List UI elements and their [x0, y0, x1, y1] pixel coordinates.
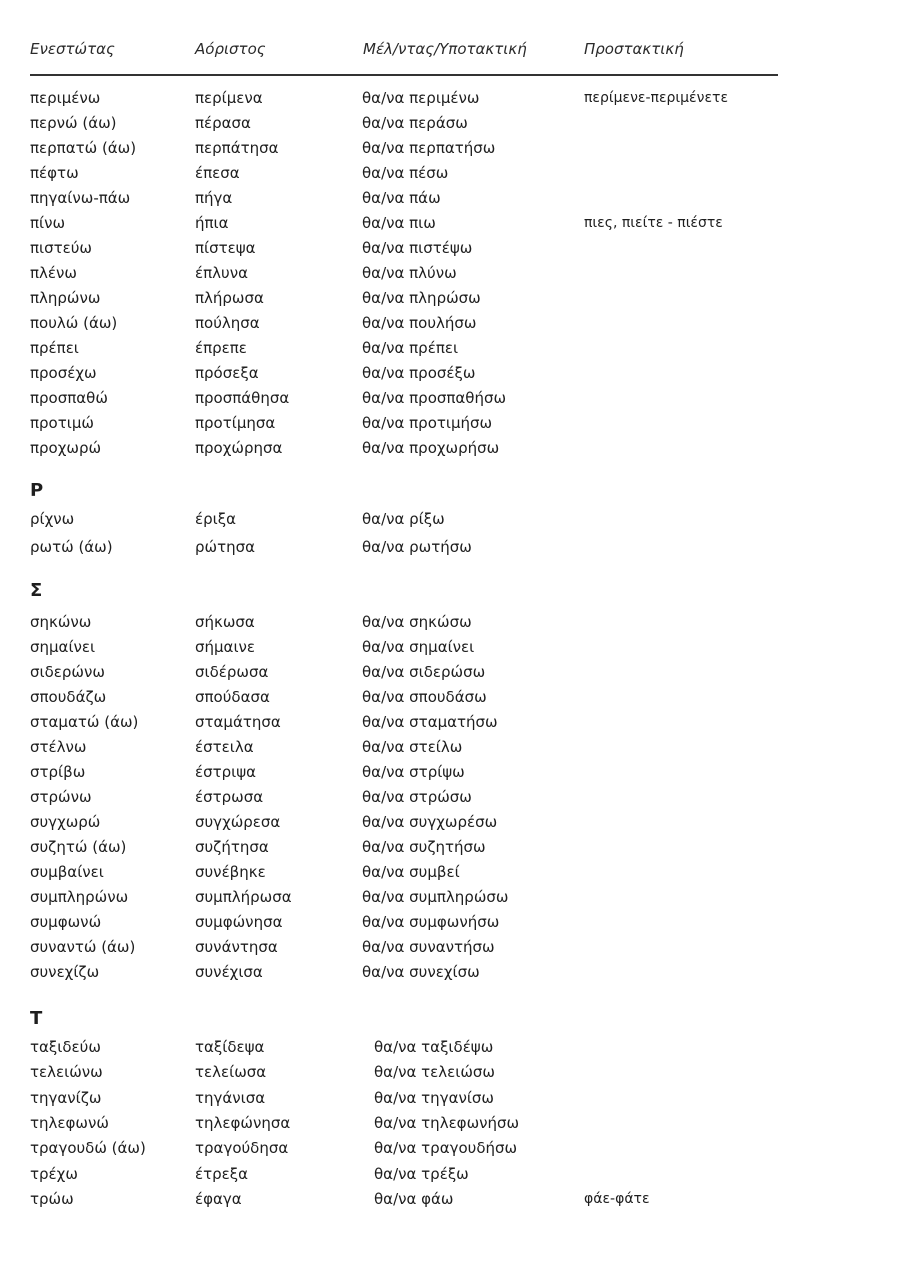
table-row	[0, 887, 904, 912]
future-form: θα/να σταματήσω	[362, 713, 498, 731]
aorist-form: προσπάθησα	[195, 389, 290, 407]
present-form: πληρώνω	[30, 289, 101, 307]
future-form: θα/να συμπληρώσω	[362, 888, 509, 906]
future-form: θα/να συνεχίσω	[362, 963, 480, 981]
aorist-form: τηλεφώνησα	[195, 1113, 291, 1132]
aorist-form: έπρεπε	[195, 339, 247, 357]
table-row	[0, 912, 904, 937]
present-form: προσπαθώ	[30, 389, 108, 407]
table-row	[0, 363, 904, 388]
header-divider	[30, 74, 778, 76]
present-form: συνεχίζω	[30, 963, 100, 981]
future-form: θα/να περάσω	[362, 114, 468, 132]
aorist-form: σπούδασα	[195, 688, 270, 706]
aorist-form: σήμαινε	[195, 638, 256, 656]
future-form: θα/να τρέξω	[374, 1164, 469, 1183]
present-form: σπουδάζω	[30, 688, 107, 706]
aorist-form: έστρωσα	[195, 788, 264, 806]
aorist-form: περπάτησα	[195, 139, 279, 157]
future-form: θα/να ρίξω	[362, 510, 445, 528]
imperative-form: πιες, πιείτε - πιέστε	[584, 215, 723, 231]
aorist-form: συνέχισα	[195, 963, 263, 981]
table-row	[0, 712, 904, 737]
present-form: στέλνω	[30, 738, 87, 756]
future-form: θα/να στρώσω	[362, 788, 472, 806]
future-form: θα/να φάω	[374, 1189, 454, 1208]
future-form: θα/να πιω	[362, 214, 436, 232]
table-row	[0, 338, 904, 363]
table-row	[0, 188, 904, 213]
aorist-form: ρώτησα	[195, 538, 256, 556]
future-form: θα/να σηκώσω	[362, 613, 472, 631]
aorist-form: πρόσεξα	[195, 364, 259, 382]
aorist-form: τηγάνισα	[195, 1088, 266, 1107]
present-form: στρίβω	[30, 763, 86, 781]
present-form: συμβαίνει	[30, 863, 104, 881]
table-row	[0, 687, 904, 712]
aorist-form: συνέβηκε	[195, 863, 266, 881]
future-form: θα/να προσέξω	[362, 364, 476, 382]
aorist-form: σήκωσα	[195, 613, 255, 631]
future-form: θα/να συζητήσω	[362, 838, 486, 856]
future-form: θα/να συμβεί	[362, 863, 460, 881]
header-future: Μέλ/ντας/Υποτακτική	[363, 40, 527, 58]
present-form: περνώ (άω)	[30, 114, 117, 132]
future-form: θα/να σπουδάσω	[362, 688, 487, 706]
aorist-form: ήπια	[195, 214, 229, 232]
imperative-form: περίμενε-περιμένετε	[584, 90, 729, 106]
table-row	[0, 737, 904, 762]
future-form: θα/να συγχωρέσω	[362, 813, 498, 831]
table-row	[0, 812, 904, 837]
table-row	[0, 413, 904, 438]
aorist-form: έστειλα	[195, 738, 254, 756]
aorist-form: τραγούδησα	[195, 1139, 289, 1158]
table-row	[0, 937, 904, 962]
present-form: προχωρώ	[30, 439, 102, 457]
aorist-form: πλήρωσα	[195, 289, 264, 307]
table-row	[0, 263, 904, 288]
aorist-form: συνάντησα	[195, 938, 278, 956]
table-row	[0, 762, 904, 787]
present-form: προτιμώ	[30, 414, 94, 432]
future-form: θα/να πουλήσω	[362, 314, 477, 332]
future-form: θα/να τηγανίσω	[374, 1088, 494, 1107]
present-form: τηλεφωνώ	[30, 1113, 109, 1132]
present-form: ταξιδεύω	[30, 1038, 101, 1056]
table-row	[0, 1037, 904, 1062]
aorist-form: πούλησα	[195, 314, 260, 332]
future-form: θα/να ρωτήσω	[362, 538, 472, 556]
aorist-form: πέρασα	[195, 114, 251, 132]
future-form: θα/να στρίψω	[362, 763, 465, 781]
aorist-form: έφαγα	[195, 1189, 242, 1208]
table-row	[0, 438, 904, 463]
section-letter: Τ	[30, 1008, 43, 1029]
aorist-form: σταμάτησα	[195, 713, 281, 731]
present-form: περπατώ (άω)	[30, 139, 137, 157]
present-form: τηγανίζω	[30, 1088, 102, 1107]
aorist-form: έστριψα	[195, 763, 257, 781]
table-row	[0, 1138, 904, 1163]
future-form: θα/να περιμένω	[362, 89, 480, 107]
present-form: πιστεύω	[30, 239, 92, 257]
future-form: θα/να περπατήσω	[362, 139, 496, 157]
table-row	[0, 537, 904, 562]
present-form: συμφωνώ	[30, 913, 102, 931]
table-row	[0, 837, 904, 862]
present-form: τελειώνω	[30, 1063, 103, 1082]
future-form: θα/να τηλεφωνήσω	[374, 1113, 520, 1132]
table-header	[30, 40, 778, 74]
future-form: θα/να προχωρήσω	[362, 439, 500, 457]
table-row	[0, 662, 904, 687]
future-form: θα/να συμφωνήσω	[362, 913, 500, 931]
future-form: θα/να σημαίνει	[362, 638, 475, 656]
future-form: θα/να πιστέψω	[362, 239, 473, 257]
future-form: θα/να συναντήσω	[362, 938, 495, 956]
table-row	[0, 288, 904, 313]
aorist-form: συζήτησα	[195, 838, 269, 856]
present-form: ρίχνω	[30, 510, 75, 528]
table-row	[0, 213, 904, 238]
present-form: συμπληρώνω	[30, 888, 129, 906]
table-row	[0, 163, 904, 188]
future-form: θα/να πληρώσω	[362, 289, 481, 307]
present-form: τρέχω	[30, 1164, 78, 1183]
table-row	[0, 1088, 904, 1113]
present-form: πουλώ (άω)	[30, 314, 118, 332]
aorist-form: συμπλήρωσα	[195, 888, 292, 906]
table-row	[0, 1164, 904, 1189]
present-form: ρωτώ (άω)	[30, 538, 113, 556]
table-row	[0, 787, 904, 812]
present-form: τραγουδώ (άω)	[30, 1139, 146, 1158]
aorist-form: έπεσα	[195, 164, 240, 182]
table-row	[0, 388, 904, 413]
present-form: σηκώνω	[30, 613, 92, 631]
table-row	[0, 138, 904, 163]
aorist-form: σιδέρωσα	[195, 663, 269, 681]
future-form: θα/να στείλω	[362, 738, 463, 756]
header-aorist: Αόριστος	[195, 40, 266, 58]
future-form: θα/να πρέπει	[362, 339, 459, 357]
aorist-form: έπλυνα	[195, 264, 248, 282]
aorist-form: ταξίδεψα	[195, 1038, 265, 1056]
table-row	[0, 637, 904, 662]
header-present: Ενεστώτας	[30, 40, 115, 58]
present-form: σταματώ (άω)	[30, 713, 139, 731]
table-row	[0, 238, 904, 263]
present-form: πρέπει	[30, 339, 79, 357]
aorist-form: τελείωσα	[195, 1063, 267, 1082]
aorist-form: πήγα	[195, 189, 233, 207]
table-row	[0, 1189, 904, 1214]
imperative-form: φάε-φάτε	[584, 1190, 650, 1207]
table-row	[0, 1062, 904, 1087]
section-letter: Ρ	[30, 480, 44, 501]
future-form: θα/να προτιμήσω	[362, 414, 493, 432]
present-form: συγχωρώ	[30, 813, 101, 831]
present-form: πηγαίνω-πάω	[30, 189, 131, 207]
aorist-form: προχώρησα	[195, 439, 283, 457]
future-form: θα/να πλύνω	[362, 264, 457, 282]
future-form: θα/να τραγουδήσω	[374, 1139, 518, 1158]
present-form: σημαίνει	[30, 638, 96, 656]
aorist-form: συμφώνησα	[195, 913, 283, 931]
future-form: θα/να ταξιδέψω	[374, 1038, 494, 1056]
table-row	[0, 113, 904, 138]
present-form: τρώω	[30, 1189, 74, 1208]
table-row	[0, 862, 904, 887]
present-form: πλένω	[30, 264, 77, 282]
section-letter: Σ	[30, 580, 43, 601]
future-form: θα/να προσπαθήσω	[362, 389, 507, 407]
future-form: θα/να σιδερώσω	[362, 663, 486, 681]
present-form: σιδερώνω	[30, 663, 105, 681]
present-form: στρώνω	[30, 788, 92, 806]
table-row	[0, 1113, 904, 1138]
future-form: θα/να πέσω	[362, 164, 449, 182]
present-form: συναντώ (άω)	[30, 938, 136, 956]
present-form: προσέχω	[30, 364, 97, 382]
future-form: θα/να τελειώσω	[374, 1063, 495, 1082]
aorist-form: συγχώρεσα	[195, 813, 281, 831]
aorist-form: περίμενα	[195, 89, 263, 107]
aorist-form: πίστεψα	[195, 239, 256, 257]
present-form: πίνω	[30, 214, 66, 232]
table-row	[0, 612, 904, 637]
future-form: θα/να πάω	[362, 189, 441, 207]
table-row	[0, 962, 904, 987]
header-imperative: Προστακτική	[584, 40, 684, 58]
present-form: συζητώ (άω)	[30, 838, 127, 856]
present-form: περιμένω	[30, 89, 101, 107]
aorist-form: προτίμησα	[195, 414, 276, 432]
present-form: πέφτω	[30, 164, 79, 182]
aorist-form: έριξα	[195, 510, 236, 528]
table-row	[0, 509, 904, 534]
table-row	[0, 88, 904, 113]
aorist-form: έτρεξα	[195, 1164, 249, 1183]
table-row	[0, 313, 904, 338]
